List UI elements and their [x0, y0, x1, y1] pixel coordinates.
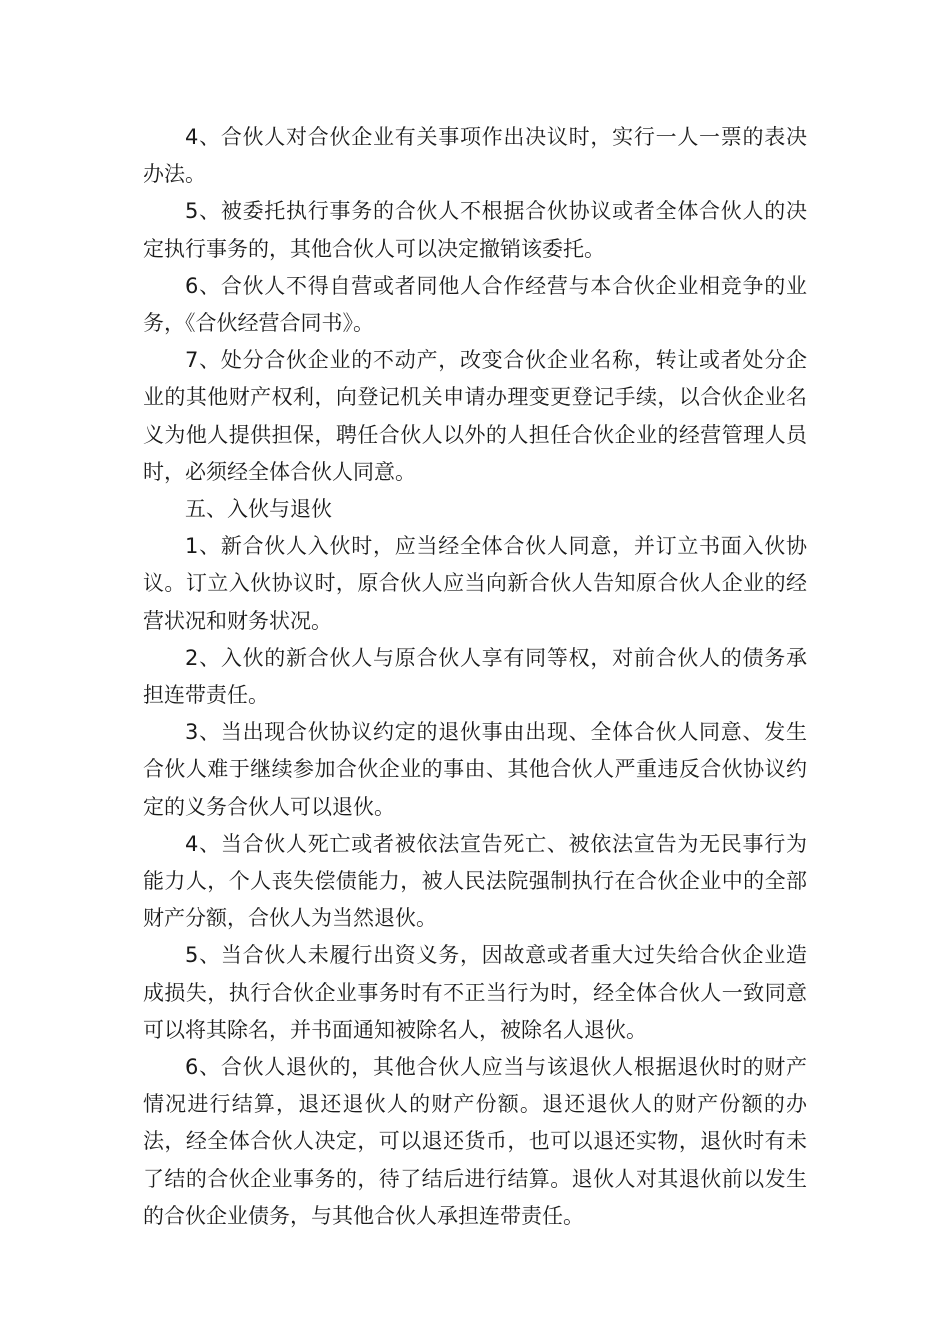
section-heading-admission-withdrawal: 五、入伙与退伙 — [185, 497, 332, 522]
paragraph-new-partner-liability: 2、入伙的新合伙人与原合伙人享有同等权，对前合伙人的债务承担连带责任。 — [143, 645, 807, 708]
paragraph-non-compete: 6、合伙人不得自营或者同他人合作经营与本合伙企业相竞争的业务，《合伙经营合同书》。 — [143, 273, 807, 336]
paragraph-new-partner-admission: 1、新合伙人入伙时，应当经全体合伙人同意，并订立书面入伙协议。订立入伙协议时，原合伙人应当向新合伙人告知原合伙人企业的经营状况和财务状况。 — [143, 534, 807, 633]
document-body — [143, 119, 807, 1235]
paragraph-decision-voting: 4、合伙人对合伙企业有关事项作出决议时，实行一人一票的表决办法。 — [143, 125, 807, 187]
paragraph-voluntary-withdrawal: 3、当出现合伙协议约定的退伙事由出现、全体合伙人同意、发生合伙人难于继续参加合伙企业的事由、其他合伙人严重违反合伙协议约定的义务合伙人可以退伙。 — [143, 720, 807, 819]
paragraph-automatic-withdrawal: 4、当合伙人死亡或者被依法宣告死亡、被依法宣告为无民事行为能力人，个人丧失偿债能力，被人民法院强制执行在合伙企业中的全部财产分额，合伙人为当然退伙。 — [143, 831, 807, 931]
paragraph-withdrawal-settlement: 6、合伙人退伙的，其他合伙人应当与该退伙人根据退伙时的财产情况进行结算，退还退伙人的财产份额。退还退伙人的财产份额的办法，经全体合伙人决定，可以退还货币，也可以退还实物，退伙时有未了结的合伙企业事务的，待了结后进行结算。退伙人对其退伙前以发生的合伙企业债务，与其他合伙人承担连带责任。 — [143, 1055, 807, 1228]
paragraph-revoke-entrustment: 5、被委托执行事务的合伙人不根据合伙协议或者全体合伙人的决定执行事务的，其他合伙人可以决定撤销该委托。 — [143, 199, 807, 261]
paragraph-expulsion: 5、当合伙人未履行出资义务，因故意或者重大过失给合伙企业造成损失，执行合伙企业事务时有不正当行为时，经全体合伙人一致同意可以将其除名，并书面通知被除名人，被除名人退伙。 — [143, 943, 807, 1042]
paragraph-unanimous-consent: 7、处分合伙企业的不动产，改变合伙企业名称，转让或者处分企业的其他财产权利，向登记机关申请办理变更登记手续，以合伙企业名义为他人提供担保，聘任合伙人以外的人担任合伙企业的经营管理人员时，必须经全体合伙人同意。 — [143, 348, 807, 484]
